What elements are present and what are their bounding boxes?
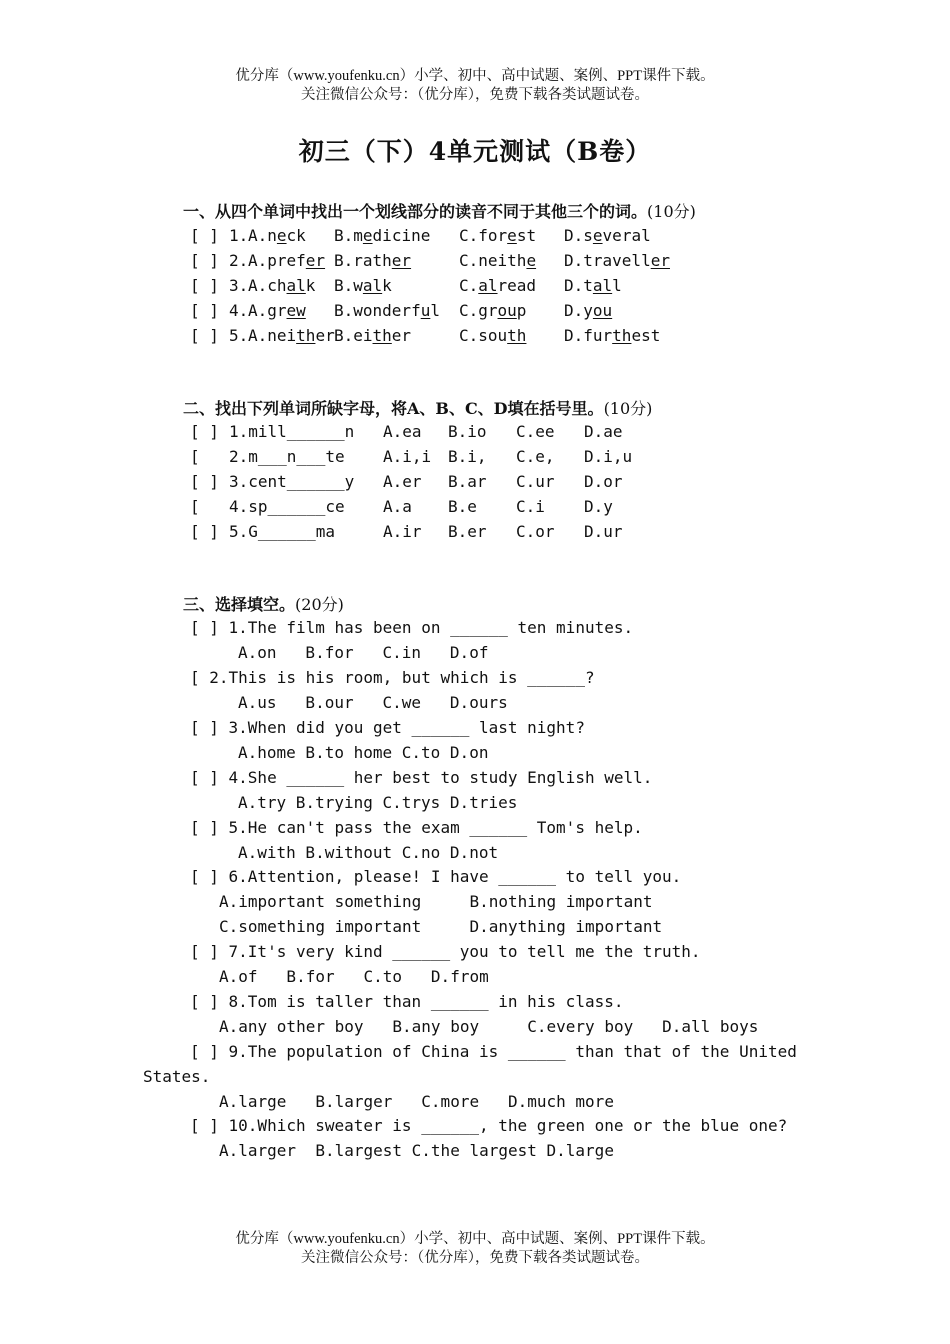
option-a: A.ea <box>383 422 422 441</box>
word-part: er <box>391 326 412 345</box>
option-d: D.y <box>584 497 613 516</box>
underlined-part: e <box>592 226 603 245</box>
underlined-part: e <box>526 251 537 270</box>
word-part: n <box>267 226 277 245</box>
option-label: A. <box>248 326 268 345</box>
question-10-options: A.larger B.largest C.the largest D.large <box>219 1141 614 1160</box>
option-a: A.i,i <box>383 447 432 466</box>
missing-letter-word: 4.sp______ce <box>229 497 345 516</box>
option-a: A.ir <box>383 522 422 541</box>
option-label: A. <box>248 226 268 245</box>
question-6-stem: [ ] 6.Attention, please! I have ______ to tell you. <box>190 867 682 886</box>
option-label: B. <box>334 251 354 270</box>
option-d <box>564 276 622 296</box>
option-d: D.ae <box>584 422 623 441</box>
option-label: B. <box>334 276 354 295</box>
option-label: C. <box>459 301 479 320</box>
option-label: B. <box>334 226 354 245</box>
underlined-part: th <box>507 326 527 345</box>
word-part: est <box>631 326 661 345</box>
question-2-stem: [ 2.This is his room, but which is ______? <box>190 668 595 687</box>
underlined-part: al <box>478 276 498 295</box>
underlined-part: ou <box>497 301 517 320</box>
option-c <box>459 226 536 246</box>
question-7-stem: [ ] 7.It's very kind ______ you to tell me the truth. <box>190 942 701 961</box>
option-label: C. <box>459 226 479 245</box>
word-part: sou <box>478 326 508 345</box>
word-part: rath <box>353 251 392 270</box>
underlined-part: al <box>286 276 306 295</box>
option-b: B.e <box>448 497 477 516</box>
question-9-stem-continued: States. <box>143 1067 211 1086</box>
option-label: C. <box>459 251 479 270</box>
word-part: l <box>612 276 622 295</box>
option-label: D. <box>564 226 584 245</box>
option-d <box>564 326 660 346</box>
word-part: neith <box>478 251 527 270</box>
underlined-part: er <box>305 251 326 270</box>
underlined-part: e <box>362 226 373 245</box>
item-number: 5. <box>229 326 249 345</box>
footer-line-2: 关注微信公众号：（优分库），免费下载各类试题试卷。 <box>301 1250 649 1266</box>
question-10-stem: [ ] 10.Which sweater is ______, the green one or the blue one? <box>190 1116 788 1135</box>
option-b <box>334 276 392 296</box>
question-5-options: A.with B.without C.no D.not <box>238 843 499 862</box>
section-1-heading-text: 一、从四个单词中找出一个划线部分的读音不同于其他三个的词。 <box>183 202 648 221</box>
missing-letter-word: 2.m___n___te <box>229 447 345 466</box>
option-c <box>459 276 536 296</box>
underlined-part: ou <box>592 301 613 320</box>
word-part: ck <box>286 226 306 245</box>
option-label: D. <box>564 326 584 345</box>
word-part: gr <box>478 301 498 320</box>
answer-bracket: [ ] <box>190 251 219 270</box>
option-d <box>564 226 651 246</box>
word-part: travell <box>583 251 651 270</box>
word-part: y <box>583 301 593 320</box>
option-label: D. <box>564 276 584 295</box>
option-c: C.e, <box>516 447 555 466</box>
question-6-options-1: A.important something B.nothing important <box>219 892 653 911</box>
item-number: 4. <box>229 301 249 320</box>
option-b <box>334 326 411 346</box>
underlined-part: th <box>296 326 316 345</box>
option-label: B. <box>334 326 354 345</box>
question-4-stem: [ ] 4.She ______ her best to study English well. <box>190 768 653 787</box>
word-part: ei <box>353 326 373 345</box>
answer-bracket: [ ] <box>190 326 219 345</box>
missing-letter-word: 3.cent______y <box>229 472 355 491</box>
option-label: D. <box>564 301 584 320</box>
option-b <box>334 251 411 271</box>
underlined-part: er <box>650 251 670 270</box>
question-7-options: A.of B.for C.to D.from <box>219 967 489 986</box>
option-a <box>248 301 306 321</box>
section-2-heading-text: 二、找出下列单词所缺字母，将A、B、C、D填在括号里。 <box>183 399 604 418</box>
header-line-2: 关注微信公众号：（优分库），免费下载各类试题试卷。 <box>301 87 649 103</box>
underlined-part: e <box>507 226 517 245</box>
section-2-heading <box>183 396 652 419</box>
word-part: veral <box>602 226 651 245</box>
word-part: wonderf <box>353 301 421 320</box>
option-label: A. <box>248 251 268 270</box>
option-a <box>248 226 306 246</box>
option-c: C.or <box>516 522 555 541</box>
answer-bracket: [ ] <box>190 422 219 441</box>
option-c: C.i <box>516 497 545 516</box>
answer-bracket: [ <box>190 447 200 466</box>
missing-letter-word: 1.mill______n <box>229 422 355 441</box>
option-b <box>334 226 430 246</box>
word-part: t <box>583 276 593 295</box>
question-4-options: A.try B.trying C.trys D.tries <box>238 793 518 812</box>
answer-bracket: [ ] <box>190 301 219 320</box>
section-1-points: (10分) <box>647 202 696 221</box>
underlined-part: al <box>592 276 613 295</box>
word-part: st <box>516 226 537 245</box>
word-part: gr <box>267 301 287 320</box>
option-c <box>459 326 526 346</box>
option-b <box>334 301 440 321</box>
word-part: m <box>353 226 363 245</box>
question-8-stem: [ ] 8.Tom is taller than ______ in his class. <box>190 992 624 1011</box>
question-1-options: A.on B.for C.in D.of <box>238 643 489 662</box>
option-b: B.ar <box>448 472 487 491</box>
option-c: C.ee <box>516 422 555 441</box>
answer-bracket: [ ] <box>190 226 219 245</box>
option-label: A. <box>248 276 268 295</box>
word-part: ch <box>267 276 287 295</box>
section-3-heading <box>183 592 344 615</box>
option-b: B.i, <box>448 447 487 466</box>
page-title: 初三（下）4单元测试（B卷） <box>298 137 652 166</box>
answer-bracket: [ ] <box>190 472 219 491</box>
option-label: A. <box>248 301 268 320</box>
underlined-part: th <box>372 326 392 345</box>
option-d: D.or <box>584 472 623 491</box>
underlined-part: ew <box>286 301 306 320</box>
item-number: 1. <box>229 226 249 245</box>
word-part: dicine <box>372 226 431 245</box>
section-1-heading <box>183 199 696 222</box>
underlined-part: er <box>391 251 412 270</box>
word-part: l <box>430 301 440 320</box>
underlined-part: al <box>362 276 383 295</box>
underlined-part: th <box>612 326 632 345</box>
word-part: pref <box>267 251 306 270</box>
option-label: C. <box>459 276 479 295</box>
item-number: 3. <box>229 276 249 295</box>
option-a <box>248 276 315 296</box>
word-part: read <box>497 276 537 295</box>
option-d <box>564 301 612 321</box>
underlined-part: u <box>420 301 431 320</box>
option-b: B.io <box>448 422 487 441</box>
answer-bracket: [ ] <box>190 522 219 541</box>
option-c <box>459 301 526 321</box>
option-label: B. <box>334 301 354 320</box>
option-a <box>248 326 335 346</box>
option-a: A.a <box>383 497 412 516</box>
answer-bracket: [ <box>190 497 200 516</box>
word-part: s <box>583 226 593 245</box>
answer-bracket: [ ] <box>190 276 219 295</box>
option-a: A.er <box>383 472 422 491</box>
option-label: D. <box>564 251 584 270</box>
question-3-stem: [ ] 3.When did you get ______ last night? <box>190 718 585 737</box>
question-5-stem: [ ] 5.He can't pass the exam ______ Tom's help. <box>190 818 643 837</box>
question-6-options-2: C.something important D.anything important <box>219 917 663 936</box>
option-b: B.er <box>448 522 487 541</box>
underlined-part: e <box>276 226 287 245</box>
question-1-stem: [ ] 1.The film has been on ______ ten minutes. <box>190 618 634 637</box>
option-d: D.i,u <box>584 447 633 466</box>
word-part: p <box>516 301 527 320</box>
question-8-options: A.any other boy B.any boy C.every boy D.all boys <box>219 1017 759 1036</box>
word-part: er <box>315 326 335 345</box>
option-c: C.ur <box>516 472 555 491</box>
option-d: D.ur <box>584 522 623 541</box>
question-3-options: A.home B.to home C.to D.on <box>238 743 489 762</box>
section-2-points: (10分) <box>603 399 653 418</box>
option-label: C. <box>459 326 479 345</box>
footer-line-1: 优分库（www.youfenku.cn）小学、初中、高中试题、案例、PPT课件下载。 <box>235 1231 715 1247</box>
missing-letter-word: 5.G______ma <box>229 522 335 541</box>
word-part: for <box>478 226 508 245</box>
word-part: nei <box>267 326 297 345</box>
word-part: fur <box>583 326 613 345</box>
word-part: k <box>305 276 316 295</box>
section-3-heading-text: 三、选择填空。 <box>183 595 296 614</box>
word-part: k <box>382 276 392 295</box>
question-2-options: A.us B.our C.we D.ours <box>238 693 508 712</box>
question-9-options: A.large B.larger C.more D.much more <box>219 1092 614 1111</box>
word-part: w <box>353 276 363 295</box>
option-a <box>248 251 325 271</box>
option-c <box>459 251 536 271</box>
item-number: 2. <box>229 251 249 270</box>
section-3-points: (20分) <box>295 595 344 614</box>
question-9-stem: [ ] 9.The population of China is ______ than that of the United <box>190 1042 797 1061</box>
header-line-1: 优分库（www.youfenku.cn）小学、初中、高中试题、案例、PPT课件下载。 <box>235 68 715 84</box>
option-d <box>564 251 670 271</box>
